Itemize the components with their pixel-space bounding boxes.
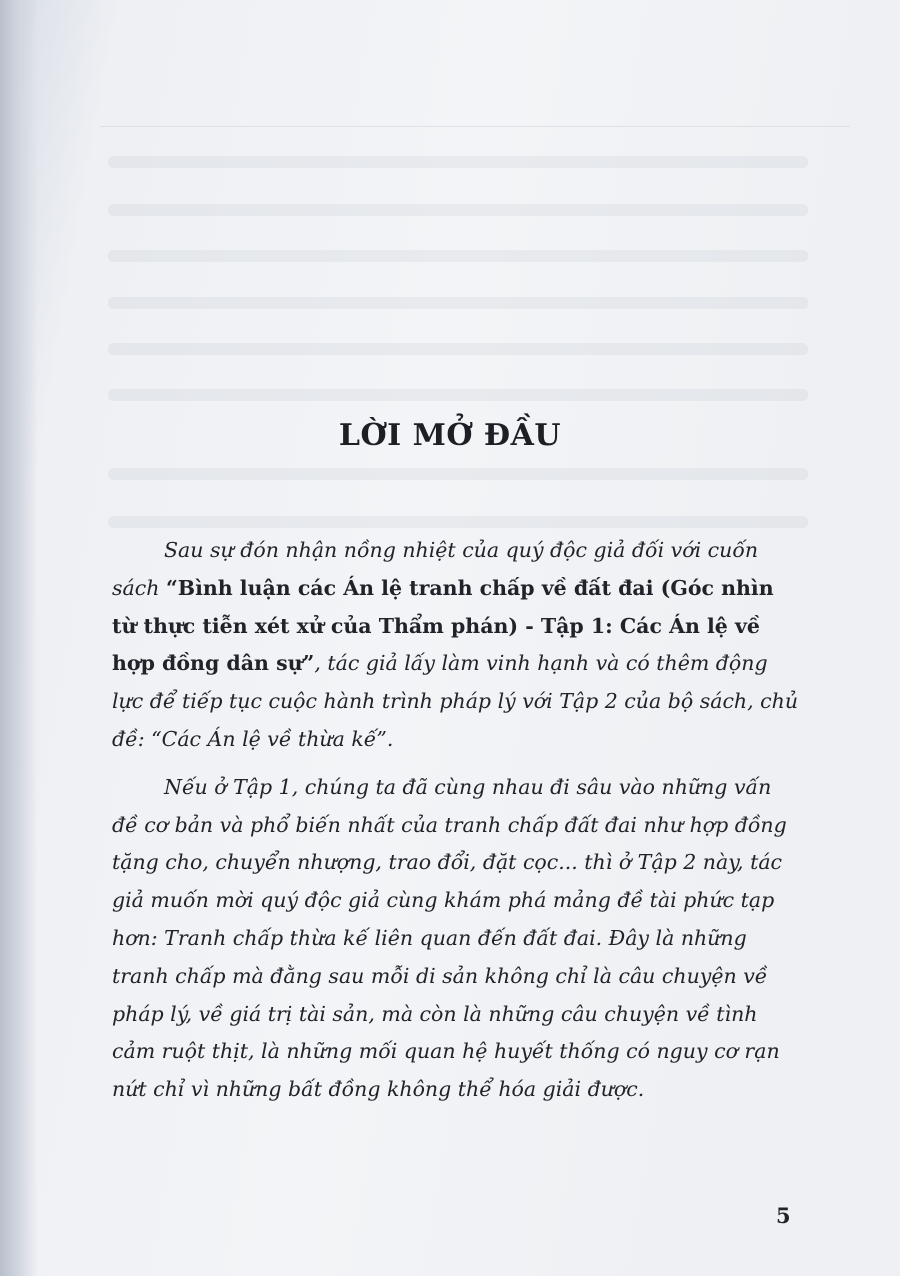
bleed-through-header-rule [100,126,850,127]
paragraph-intro-lead: Sau sự đón nhận nồng nhiệt của quý độc giả đối với cuốn sách [112,538,759,600]
page-number: 5 [776,1203,791,1228]
book-title: “Bình luận các Án lệ tranh chấp về đất đai (Góc nhìn từ thực tiễn xét xử của Thẩm phán) - Tập 1: Các Án lệ về hợp đồng dân sự” [112,575,774,676]
page-gutter-shadow [0,0,38,1276]
paragraph-intro-tail: , tác giả lấy làm vinh hạnh và có thêm động lực để tiếp tục cuộc hành trình pháp lý với Tập 2 của bộ sách, chủ đề: “Các Án lệ về thừa kế”. [112,651,799,751]
page-title: LỜI MỞ ĐẦU [338,418,562,453]
paragraph-intro [112,532,802,759]
paragraph-second: Nếu ở Tập 1, chúng ta đã cùng nhau đi sâu vào những vấn đề cơ bản và phổ biến nhất của tranh chấp đất đai như hợp đồng tặng cho, chuyển nhượng, trao đổi, đặt cọc... thì ở Tập 2 này, tác giả muốn mời quý độc giả cùng khám phá mảng đề tài phức tạp hơn: Tranh chấp thừa kế liên quan đến đất đai. Đây là những tranh chấp mà đằng sau mỗi di sản không chỉ là câu chuyện về pháp lý, về giá trị tài sản, mà còn là những câu chuyện về tình cảm ruột thịt, là những mối quan hệ huyết thống có nguy cơ rạn nứt chỉ vì những bất đồng không thể hóa giải được. [112,774,787,1102]
body-text [112,532,802,1119]
